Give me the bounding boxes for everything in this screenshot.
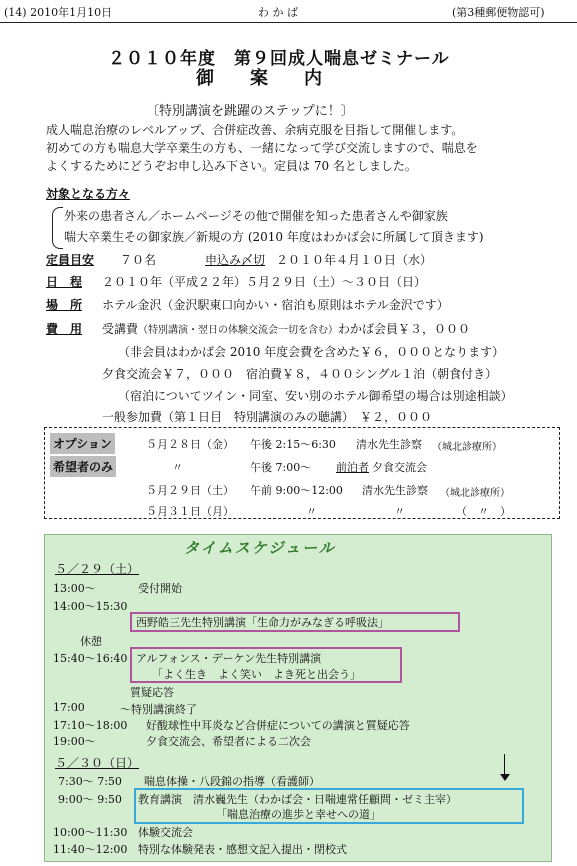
cost-line-3: 夕食交流会￥７，０００ 宿泊費￥８，４００シングル１泊（朝食付き） (102, 367, 498, 381)
option-row-2-event-pre: 前泊者 (336, 461, 369, 474)
option-row-3-date: ５月２９日（土） (146, 484, 234, 497)
cost-line-1 (102, 320, 470, 337)
header-center: わ か ば (258, 6, 298, 19)
sched-text-8: ～特別講演終了 (120, 703, 197, 716)
cost-line-4: （宿泊についてツイン・同室、安い別のホテル御希望の場合は別途相談） (118, 389, 513, 403)
sched-text-1: 受付開始 (138, 582, 182, 595)
sched-text-5: アルフォンス・デーケン先生特別講演 (136, 652, 322, 665)
date-value: ２０１０年（平成２２年）５月２９日（土）～３０日（日） (102, 275, 427, 289)
deadline-label: 申込み〆切 (205, 253, 266, 267)
option-label: オプション (50, 433, 115, 454)
intro-line-2: 初めての方も喘息大学卒業生の方も、一緒になって学び交流しますので、喘息を (46, 141, 478, 155)
sched-time-10: 19:00～ (53, 735, 96, 748)
place-label: 場 所 (46, 298, 83, 312)
schedule-day-2: ５／３０（日） (55, 756, 140, 770)
option-row-4-event: 〃 (394, 505, 405, 518)
page-title-2: 御 案 内 (196, 68, 322, 89)
option-row-4-time: 〃 (306, 505, 317, 518)
deadline-value: ２０１０年４月１０日（水） (276, 253, 433, 267)
schedule-title: タイムスケジュール (184, 539, 336, 557)
sched-text-7: 質疑応答 (130, 686, 174, 699)
page-title: ２０１０年度 第９回成人喘息ゼミナール (108, 49, 450, 69)
option-row-1-event: 清水先生診察 (356, 438, 422, 451)
target-brace (52, 207, 63, 249)
intro-line-3: よくするためにどうぞお申し込み下さい。定員は 70 名としました。 (46, 159, 417, 173)
cost-line-1-a: 受講費 (102, 322, 139, 336)
sched-text-4: 休憩 (80, 635, 102, 648)
option-row-3-event: 清水先生診察 (362, 484, 428, 497)
option-row-2-time: 午後 7:00～ (250, 461, 312, 474)
option-label-2: 希望者のみ (50, 456, 116, 477)
target-line-2: 喘大卒業生その御家族／新規の方 (2010 年度はわかば会に所属して頂きます) (64, 230, 484, 244)
subtitle: 〔特別講演を跳躍のステップに！〕 (146, 104, 354, 119)
intro-line-1: 成人喘息治療のレベルアップ、合併症改善、余病克服を目指して開催します。 (46, 123, 464, 137)
sched-time-5: 15:40～16:40 (53, 652, 128, 665)
option-row-1-time: 午後 2:15～6:30 (250, 438, 336, 451)
sched-d2-time-5: 11:40～12:00 (53, 843, 128, 856)
sched-text-10: 夕食交流会、希望者による二次会 (146, 735, 311, 748)
sched-time-2: 14:00～15:30 (53, 600, 128, 613)
sched-d2-text-3: 「喘息治療の進歩と幸せへの道」 (216, 808, 381, 821)
header-rule (0, 22, 577, 23)
down-arrow-head-icon (500, 774, 510, 781)
sched-text-9: 好酸球性中耳炎など合併症についての講演と質疑応答 (146, 719, 410, 732)
option-row-4-note: （ 〃 ） (456, 505, 511, 518)
cost-line-5: 一般参加費（第１日目 特別講演のみの聴講） ￥２，０００ (102, 410, 433, 424)
sched-time-9: 17:10～18:00 (53, 719, 128, 732)
sched-d2-time-1: 7:30～ 7:50 (58, 775, 122, 788)
option-row-3-time: 午前 9:00～12:00 (250, 484, 343, 497)
sched-time-8: 17:00 (53, 701, 85, 714)
schedule-day-1: ５／２９（土） (55, 562, 140, 576)
option-row-2-event: 夕食交流会 (372, 461, 427, 474)
capacity-label: 定員目安 (46, 253, 95, 267)
option-row-4-date: ５月３１日（月） (146, 505, 234, 518)
option-row-1-date: ５月２８日（金） (146, 438, 234, 451)
option-row-2-date: 〃 (172, 461, 183, 474)
cost-label: 費 用 (46, 322, 83, 336)
target-line-1: 外来の患者さん／ホームページその他で開催を知った患者さんや御家族 (64, 209, 448, 223)
sched-time-1: 13:00～ (53, 582, 96, 595)
sched-text-3: 西野皓三先生特別講演「生命力がみなぎる呼吸法」 (136, 616, 389, 629)
cost-line-1-b: わかば会員￥３，０００ (338, 322, 471, 336)
sched-d2-time-2: 9:00～ 9:50 (58, 793, 122, 806)
option-row-3-note: （城北診療所） (440, 488, 510, 499)
down-arrow-icon (504, 754, 505, 776)
place-value: ホテル金沢（金沢駅東口向かい・宿泊も原則はホテル金沢です） (102, 298, 449, 312)
cost-line-2: （非会員はわかば会 2010 年度会費を含めた￥６，０００となります） (118, 345, 505, 359)
capacity-value: ７０名 (120, 253, 157, 267)
date-label: 日 程 (46, 275, 83, 289)
header-right: (第3種郵便物認可) (452, 6, 545, 19)
header-left: (14) 2010年1月10日 (4, 6, 113, 19)
sched-d2-text-1: 喘息体操・八段錦の指導（看護師） (144, 775, 320, 788)
cost-line-1-small: （特別講演・翌日の体験交流会一切を含む） (138, 325, 339, 336)
target-heading: 対象となる方々 (46, 187, 131, 201)
sched-text-6: 「よく生き よく笑い よき死と出会う」 (152, 668, 361, 681)
sched-d2-text-5: 特別な体験発表・感想文記入提出・閉校式 (138, 843, 347, 856)
option-row-1-note: （城北診療所） (432, 442, 502, 453)
sched-d2-text-4: 体験交流会 (138, 826, 193, 839)
sched-d2-text-2: 教育講演 清水巍先生（わかば会・日喘連常任顧問・ゼミ主宰） (138, 793, 457, 806)
sched-d2-time-4: 10:00～11:30 (53, 826, 128, 839)
